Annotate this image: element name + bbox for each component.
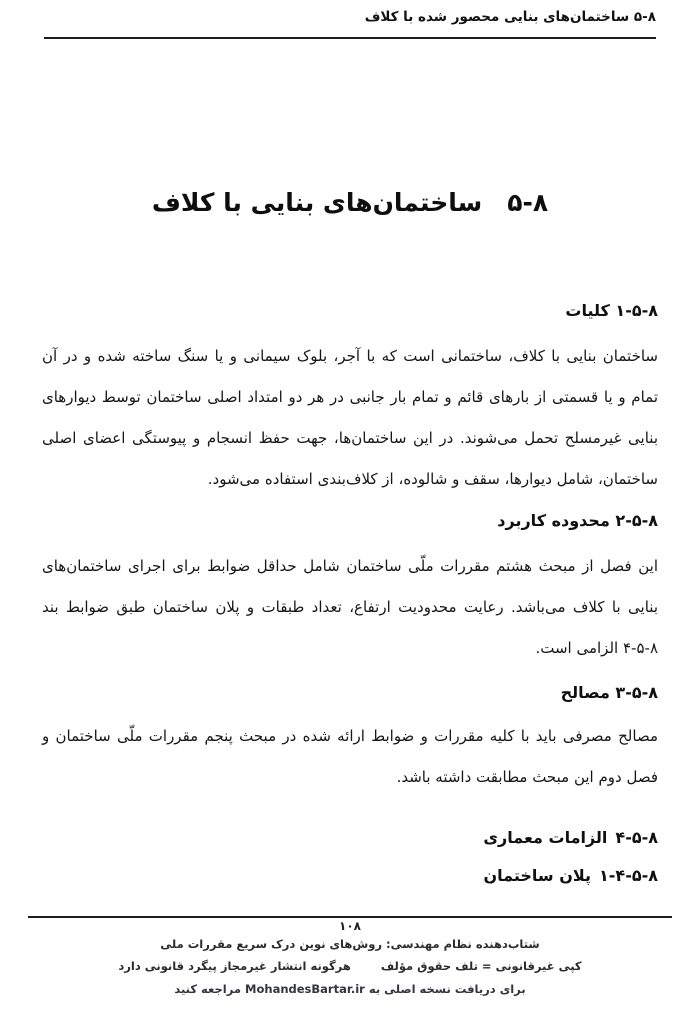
page-number: ۱۰۸ xyxy=(339,919,361,933)
section-heading-materials: ۸‏-‏۵‏-‏۳ مصالح xyxy=(560,683,658,702)
footer-watermark-line2 xyxy=(0,959,700,973)
footer-legal-warning: هرگونه انتشار غیرمجاز پیگرد قانونی دارد xyxy=(118,959,351,973)
running-header-title: ۸‏-‏۵ ساختمان‌های بنایی محصور شده با کلاف xyxy=(364,9,656,25)
section-heading-building-plan: ۸‏-‏۵‏-‏۴‏-‏۱ پلان ساختمان xyxy=(483,866,658,885)
footer-copyright-notice: کپی غیرقانونی = تلف حقوق مؤلف xyxy=(380,959,582,973)
chapter-title: ۸‏-‏۵ ساختمان‌های بنایی با کلاف xyxy=(151,188,549,217)
footer-divider xyxy=(28,916,672,918)
header-divider xyxy=(44,37,656,39)
section-body-materials: مصالح مصرفی باید با کلیه مقررات و ضوابط ارائه شده در مبحث پنجم مقررات ملّی ساختمان و فصل دوم این مبحث مطابقت داشته باشد. xyxy=(42,727,658,786)
footer-watermark-line1: شتاب‌دهنده نظام مهندسی: روش‌های نوین درک سریع مقررات ملی xyxy=(160,937,540,951)
section-body-scope: این فصل از مبحث هشتم مقررات ملّی ساختمان شامل حداقل ضوابط برای اجرای ساختمان‌های بنایی با کلاف می‌باشد. رعایت محدودیت ارتفاع، تعداد طبقات و پلان ساختمان طبق ضوابط بند ۸‏-‏۵‏-‏۴ الزامی است. xyxy=(42,557,658,657)
footer-watermark-line3: برای دریافت نسخه اصلی به MohandesBartar.ir مراجعه کنید xyxy=(174,982,526,996)
section-heading-architectural-requirements: ۸‏-‏۵‏-‏۴ الزامات معماری xyxy=(483,828,658,847)
section-body-kolliyat: ساختمان بنایی با کلاف، ساختمانی است که با آجر، بلوک سیمانی و یا سنگ ساخته شده و در آن تمام و یا قسمتی از بارهای قائم و تمام بار جانبی در هر دو امتداد اصلی ساختمان توسط دیوارهای بنایی غیرمسلح تحمل می‌شوند. در این ساختمان‌ها، جهت حفظ انسجام و پیوستگی اعضای اصلی ساختمان، شامل دیوارها، سقف و شالوده، از کلاف‌بندی استفاده می‌شود. xyxy=(42,347,658,488)
section-heading-kolliyat: ۸‏-‏۵‏-‏۱ کلیات xyxy=(565,301,658,320)
section-heading-scope: ۸‏-‏۵‏-‏۲ محدوده کاربرد xyxy=(497,511,658,530)
